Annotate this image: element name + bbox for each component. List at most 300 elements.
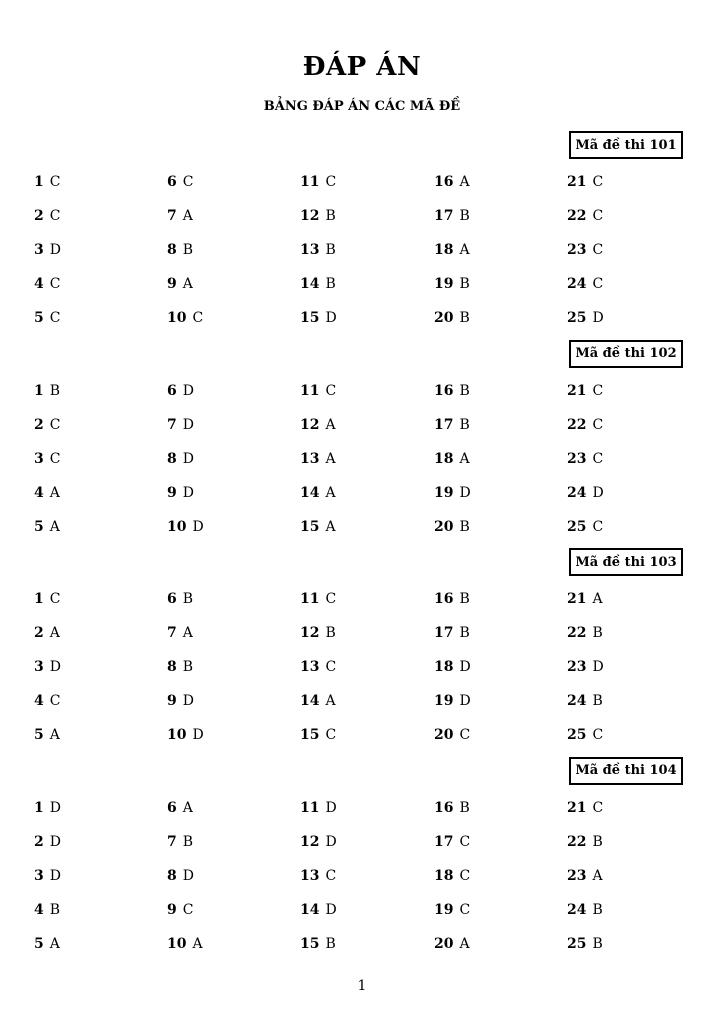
answer-letter: A: [325, 450, 336, 467]
question-number: 3: [34, 867, 44, 884]
question-number: 7: [167, 416, 177, 433]
answer-cell: [167, 485, 194, 501]
question-number: 24: [567, 693, 587, 709]
question-number: 22: [567, 625, 587, 641]
question-number: 10: [167, 518, 187, 535]
answer-letter: B: [182, 591, 194, 607]
answer-cell: [300, 834, 337, 850]
answer-letter: C: [49, 310, 61, 326]
question-number: 7: [167, 625, 177, 641]
answer-letter: B: [49, 382, 61, 399]
answer-cell: [300, 208, 336, 224]
answer-cell: [34, 276, 60, 292]
answer-letter: D: [592, 310, 604, 326]
answer-cell: [34, 727, 60, 743]
answer-cell: [300, 242, 336, 258]
answer-letter: D: [325, 901, 337, 918]
answer-letter: B: [459, 382, 470, 399]
question-number: 5: [34, 518, 44, 535]
answer-cell: [434, 834, 470, 850]
answer-row: [0, 727, 724, 747]
exam-code-label: Mã đề thi 101: [569, 131, 683, 159]
answer-row: [0, 868, 724, 888]
answer-letter: C: [49, 416, 61, 433]
answer-letter: A: [325, 484, 336, 501]
answer-cell: [434, 591, 470, 607]
question-number: 9: [167, 693, 177, 709]
answer-row: [0, 242, 724, 262]
answer-cell: [434, 451, 470, 467]
answer-letter: D: [49, 867, 61, 884]
question-number: 19: [434, 484, 454, 501]
answer-letter: A: [325, 518, 336, 535]
answer-letter: C: [49, 450, 61, 467]
answer-row: [0, 693, 724, 713]
answer-cell: [567, 693, 603, 709]
question-number: 21: [567, 591, 587, 607]
question-number: 2: [34, 625, 44, 641]
answer-letter: A: [49, 935, 60, 952]
question-number: 17: [434, 833, 454, 850]
answer-letter: C: [592, 450, 604, 467]
question-number: 11: [300, 174, 320, 190]
answer-cell: [167, 693, 194, 709]
answer-cell: [167, 276, 193, 292]
answer-cell: [34, 519, 60, 535]
answer-cell: [167, 591, 193, 607]
question-number: 10: [167, 727, 187, 743]
question-number: 12: [300, 625, 320, 641]
question-number: 23: [567, 659, 587, 675]
answer-cell: [167, 800, 193, 816]
question-number: 9: [167, 484, 177, 501]
answer-letter: D: [592, 484, 604, 501]
question-number: 19: [434, 693, 454, 709]
answer-row: [0, 800, 724, 820]
answer-cell: [567, 659, 604, 675]
answer-letter: A: [182, 276, 193, 292]
answer-letter: B: [325, 625, 336, 641]
answer-letter: C: [325, 727, 337, 743]
answer-letter: B: [459, 276, 470, 292]
answer-letter: D: [49, 242, 61, 258]
question-number: 5: [34, 727, 44, 743]
question-number: 17: [434, 416, 454, 433]
answer-cell: [300, 310, 337, 326]
answer-letter: D: [182, 867, 194, 884]
answer-row: [0, 310, 724, 330]
answer-letter: D: [182, 484, 194, 501]
answer-letter: C: [592, 382, 604, 399]
answer-letter: D: [325, 310, 337, 326]
answer-letter: B: [592, 901, 603, 918]
answer-cell: [567, 800, 603, 816]
answer-section: [0, 757, 724, 965]
answer-cell: [300, 519, 336, 535]
question-number: 13: [300, 867, 320, 884]
question-number: 25: [567, 310, 587, 326]
answer-cell: [167, 519, 204, 535]
answer-cell: [300, 800, 337, 816]
question-number: 25: [567, 727, 587, 743]
answer-cell: [34, 693, 60, 709]
answer-row: [0, 276, 724, 296]
answer-row: [0, 902, 724, 922]
answer-letter: C: [182, 901, 194, 918]
answer-letter: B: [592, 935, 603, 952]
answer-letter: B: [459, 799, 470, 816]
answer-row: [0, 417, 724, 437]
question-number: 3: [34, 659, 44, 675]
answer-letter: C: [49, 693, 61, 709]
question-number: 18: [434, 867, 454, 884]
answer-letter: D: [182, 416, 194, 433]
answer-letter: D: [49, 799, 61, 816]
answer-cell: [567, 310, 604, 326]
question-number: 23: [567, 867, 587, 884]
question-number: 20: [434, 727, 454, 743]
answer-cell: [567, 276, 603, 292]
answer-section: [0, 131, 724, 339]
question-number: 3: [34, 242, 44, 258]
answer-letter: C: [592, 727, 604, 743]
question-number: 17: [434, 625, 454, 641]
answer-letter: A: [182, 625, 193, 641]
exam-code-label: Mã đề thi 104: [569, 757, 683, 785]
question-number: 4: [34, 901, 44, 918]
question-number: 6: [167, 382, 177, 399]
answer-cell: [34, 936, 60, 952]
answer-letter: A: [592, 867, 603, 884]
answer-letter: A: [592, 591, 603, 607]
answer-cell: [567, 936, 603, 952]
answer-letter: B: [459, 208, 470, 224]
question-number: 11: [300, 591, 320, 607]
answer-cell: [34, 451, 60, 467]
question-number: 24: [567, 901, 587, 918]
question-number: 13: [300, 450, 320, 467]
answer-letter: C: [192, 310, 204, 326]
answer-cell: [167, 208, 193, 224]
question-number: 2: [34, 416, 44, 433]
answer-letter: B: [182, 833, 194, 850]
answer-cell: [434, 383, 470, 399]
answer-cell: [34, 625, 60, 641]
answer-letter: C: [459, 833, 471, 850]
answer-letter: A: [49, 727, 60, 743]
question-number: 14: [300, 276, 320, 292]
question-number: 14: [300, 693, 320, 709]
question-number: 25: [567, 935, 587, 952]
question-number: 1: [34, 799, 44, 816]
answer-cell: [300, 417, 336, 433]
question-number: 6: [167, 799, 177, 816]
answer-cell: [300, 625, 336, 641]
question-number: 1: [34, 591, 44, 607]
answer-cell: [434, 276, 470, 292]
answer-cell: [34, 659, 61, 675]
question-number: 2: [34, 208, 44, 224]
question-number: 5: [34, 935, 44, 952]
answer-cell: [434, 417, 470, 433]
answer-letter: D: [192, 727, 204, 743]
answer-cell: [434, 208, 470, 224]
answer-letter: C: [592, 276, 604, 292]
question-number: 1: [34, 382, 44, 399]
answer-cell: [434, 727, 470, 743]
question-number: 3: [34, 450, 44, 467]
answer-cell: [567, 242, 603, 258]
answer-cell: [567, 591, 603, 607]
question-number: 5: [34, 310, 44, 326]
answer-letter: C: [325, 591, 337, 607]
answer-cell: [567, 383, 603, 399]
answer-cell: [34, 868, 61, 884]
answer-cell: [300, 276, 336, 292]
answer-letter: B: [459, 416, 470, 433]
answer-letter: D: [592, 659, 604, 675]
answer-cell: [567, 902, 603, 918]
answer-letter: B: [459, 591, 470, 607]
answer-letter: D: [182, 382, 194, 399]
question-number: 16: [434, 799, 454, 816]
question-number: 9: [167, 901, 177, 918]
answer-letter: B: [592, 833, 603, 850]
answer-cell: [300, 174, 336, 190]
question-number: 6: [167, 174, 177, 190]
answer-letter: D: [459, 484, 471, 501]
answer-cell: [167, 451, 194, 467]
question-number: 22: [567, 208, 587, 224]
answer-cell: [567, 868, 603, 884]
answer-cell: [34, 417, 60, 433]
answer-letter: C: [49, 174, 61, 190]
answer-cell: [34, 242, 61, 258]
question-number: 16: [434, 174, 454, 190]
answer-cell: [167, 834, 193, 850]
answer-letter: B: [459, 625, 470, 641]
answer-letter: A: [182, 208, 193, 224]
answer-letter: B: [182, 659, 194, 675]
answer-letter: A: [459, 174, 470, 190]
question-number: 22: [567, 416, 587, 433]
question-number: 18: [434, 450, 454, 467]
answer-letter: C: [459, 901, 471, 918]
question-number: 15: [300, 727, 320, 743]
answer-cell: [167, 868, 194, 884]
question-number: 20: [434, 310, 454, 326]
answer-row: [0, 485, 724, 505]
answer-row: [0, 625, 724, 645]
answer-cell: [567, 485, 604, 501]
answer-letter: C: [182, 174, 194, 190]
answer-letter: C: [592, 518, 604, 535]
answer-letter: B: [325, 242, 336, 258]
question-number: 17: [434, 208, 454, 224]
answer-cell: [34, 591, 60, 607]
question-number: 2: [34, 833, 44, 850]
answer-letter: B: [592, 625, 603, 641]
answer-letter: C: [325, 174, 337, 190]
answer-letter: C: [325, 867, 337, 884]
answer-cell: [167, 242, 193, 258]
answer-letter: C: [459, 727, 471, 743]
question-number: 19: [434, 901, 454, 918]
answer-cell: [434, 936, 470, 952]
answer-letter: C: [592, 242, 604, 258]
answer-letter: D: [49, 833, 61, 850]
question-number: 14: [300, 901, 320, 918]
answer-cell: [434, 310, 470, 326]
answer-row: [0, 936, 724, 956]
answer-section: [0, 548, 724, 756]
answer-letter: C: [592, 416, 604, 433]
answer-cell: [167, 174, 193, 190]
answer-cell: [434, 242, 470, 258]
question-number: 19: [434, 276, 454, 292]
answer-letter: D: [325, 833, 337, 850]
answer-letter: A: [459, 935, 470, 952]
answer-letter: B: [325, 276, 336, 292]
question-number: 13: [300, 659, 320, 675]
question-number: 8: [167, 242, 177, 258]
exam-code-label: Mã đề thi 103: [569, 548, 683, 576]
answer-cell: [434, 693, 471, 709]
page-subtitle: BẢNG ĐÁP ÁN CÁC MÃ ĐỀ: [263, 99, 461, 114]
answer-letter: D: [182, 693, 194, 709]
answer-cell: [434, 902, 470, 918]
answer-cell: [434, 625, 470, 641]
question-number: 9: [167, 276, 177, 292]
answer-letter: A: [192, 935, 203, 952]
answer-row: [0, 383, 724, 403]
answer-cell: [300, 591, 336, 607]
question-number: 7: [167, 833, 177, 850]
answer-cell: [434, 659, 471, 675]
answer-letter: C: [49, 208, 61, 224]
answer-cell: [300, 902, 337, 918]
answer-cell: [300, 727, 336, 743]
question-number: 15: [300, 310, 320, 326]
answer-cell: [34, 310, 60, 326]
question-number: 7: [167, 208, 177, 224]
answer-cell: [434, 868, 470, 884]
answer-letter: D: [325, 799, 337, 816]
answer-cell: [300, 659, 336, 675]
question-number: 8: [167, 867, 177, 884]
answer-cell: [434, 485, 471, 501]
answer-letter: C: [325, 382, 337, 399]
answer-cell: [567, 625, 603, 641]
answer-letter: C: [592, 799, 604, 816]
answer-section: [0, 340, 724, 548]
answer-cell: [34, 383, 60, 399]
question-number: 21: [567, 382, 587, 399]
answer-letter: A: [49, 625, 60, 641]
answer-row: [0, 591, 724, 611]
answer-cell: [300, 868, 336, 884]
answer-row: [0, 519, 724, 539]
answer-letter: D: [182, 450, 194, 467]
answer-letter: D: [192, 518, 204, 535]
exam-code-label: Mã đề thi 102: [569, 340, 683, 368]
question-number: 11: [300, 799, 320, 816]
answer-letter: B: [459, 518, 470, 535]
answer-letter: B: [592, 693, 603, 709]
question-number: 10: [167, 310, 187, 326]
answer-letter: B: [182, 242, 194, 258]
answer-letter: C: [592, 174, 604, 190]
question-number: 23: [567, 242, 587, 258]
page-title: ĐÁP ÁN: [302, 52, 422, 82]
answer-letter: B: [459, 310, 470, 326]
question-number: 1: [34, 174, 44, 190]
answer-cell: [34, 208, 60, 224]
answer-cell: [300, 451, 336, 467]
page-number: 1: [357, 978, 367, 994]
question-number: 24: [567, 276, 587, 292]
question-number: 20: [434, 518, 454, 535]
answer-letter: C: [49, 276, 61, 292]
answer-cell: [167, 727, 204, 743]
answer-cell: [167, 417, 194, 433]
answer-cell: [300, 485, 336, 501]
answer-cell: [567, 834, 603, 850]
question-number: 8: [167, 450, 177, 467]
question-number: 16: [434, 382, 454, 399]
question-number: 12: [300, 416, 320, 433]
answer-cell: [300, 936, 336, 952]
answer-cell: [567, 417, 603, 433]
question-number: 14: [300, 484, 320, 501]
answer-cell: [434, 800, 470, 816]
answer-row: [0, 659, 724, 679]
question-number: 12: [300, 833, 320, 850]
answer-letter: C: [49, 591, 61, 607]
answer-letter: C: [325, 659, 337, 675]
answer-cell: [34, 834, 61, 850]
answer-letter: A: [182, 799, 193, 816]
answer-row: [0, 451, 724, 471]
answer-row: [0, 208, 724, 228]
question-number: 10: [167, 935, 187, 952]
question-number: 4: [34, 693, 44, 709]
answer-cell: [434, 174, 470, 190]
answer-cell: [167, 936, 203, 952]
question-number: 6: [167, 591, 177, 607]
answer-cell: [34, 485, 60, 501]
answer-cell: [167, 625, 193, 641]
answer-cell: [34, 800, 61, 816]
answer-letter: A: [49, 518, 60, 535]
answer-cell: [167, 383, 194, 399]
answer-letter: A: [459, 450, 470, 467]
question-number: 12: [300, 208, 320, 224]
question-number: 4: [34, 484, 44, 501]
answer-cell: [567, 451, 603, 467]
question-number: 24: [567, 484, 587, 501]
question-number: 18: [434, 659, 454, 675]
answer-cell: [167, 902, 193, 918]
answer-letter: A: [325, 693, 336, 709]
answer-row: [0, 834, 724, 854]
answer-letter: D: [49, 659, 61, 675]
question-number: 25: [567, 518, 587, 535]
answer-cell: [300, 693, 336, 709]
answer-cell: [34, 902, 60, 918]
answer-letter: B: [325, 935, 336, 952]
answer-letter: D: [459, 659, 471, 675]
